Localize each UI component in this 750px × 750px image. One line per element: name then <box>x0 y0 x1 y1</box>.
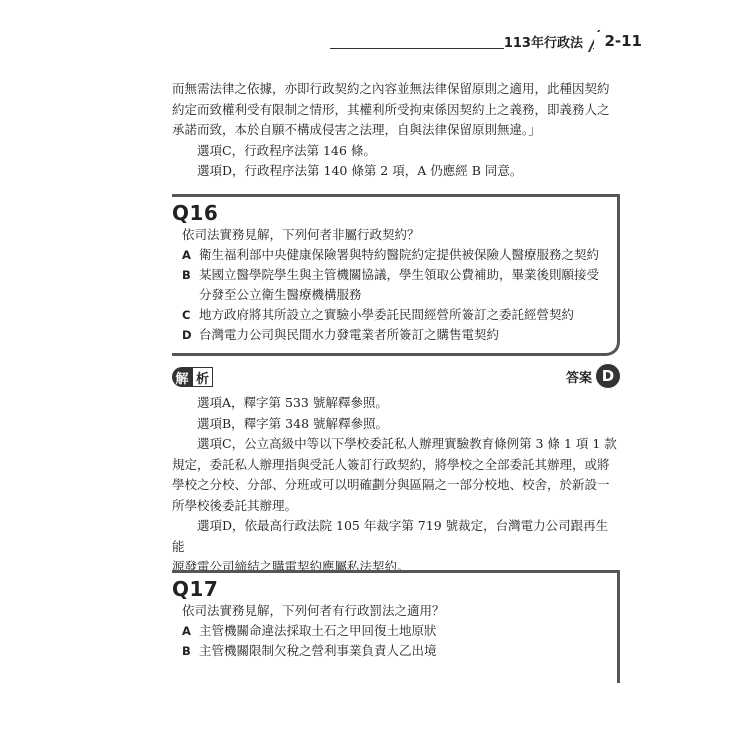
page-number: 2-11 <box>594 32 642 50</box>
analysis-body <box>172 393 617 578</box>
analysis-line: 選項B，釋字第 348 號解釋參照。 <box>197 415 388 431</box>
answer-indicator <box>566 364 620 388</box>
question-16-stem: 依司法實務見解，下列何者非屬行政契約？ <box>182 227 420 242</box>
analysis-line: 源發電公司締結之購電契約應屬私法契約。 <box>172 559 410 574</box>
analysis-label-xi: 析 <box>192 367 213 387</box>
intro-paragraph <box>172 79 617 182</box>
question-16-option-d <box>182 325 617 345</box>
option-text-line: 某國立醫學院學生與主管機關協議，學生領取公費補助，畢業後則願接受 <box>199 267 600 282</box>
option-letter: B <box>182 644 191 658</box>
option-text: 台灣電力公司與民間水力發電業者所簽訂之購售電契約 <box>199 327 500 342</box>
analysis-heading <box>172 367 213 387</box>
analysis-line: 選項C，公立高級中等以下學校委託私人辦理實驗教育條例第 3 條 1 項 1 款 <box>197 436 617 451</box>
question-16-box <box>172 194 620 356</box>
intro-option-d: 選項D，行政程序法第 140 條第 2 項，A 仍應經 B 同意。 <box>197 163 523 178</box>
analysis-line: 所學校後委託其辦理。 <box>172 497 298 513</box>
intro-line: 而無需法律之依據，亦即行政契約之內容並無法律保留原則之適用，此種因契約 <box>172 81 610 96</box>
question-17-box <box>172 570 620 683</box>
question-16-label: Q16 <box>172 201 219 225</box>
option-text: 衛生福利部中央健康保險署與特約醫院約定提供被保險人醫療服務之契約 <box>199 247 600 262</box>
option-letter: C <box>182 308 191 322</box>
option-letter: A <box>182 248 191 262</box>
answer-label: 答案 <box>565 370 592 386</box>
running-header <box>504 28 642 54</box>
option-letter: B <box>182 268 191 282</box>
option-letter: A <box>182 624 191 638</box>
intro-option-c: 選項C，行政程序法第 146 條。 <box>197 142 376 158</box>
analysis-label-jie: 解 <box>172 367 192 387</box>
intro-line: 承諾而致，本於自願不構成侵害之法理，自與法律保留原則無違。」 <box>172 122 541 137</box>
question-17-option-b <box>182 641 617 661</box>
intro-line: 約定而致權利受有限制之情形，其權利所受拘束係因契約上之義務，即義務人之 <box>172 101 610 117</box>
question-16-option-c <box>182 305 617 325</box>
option-text: 主管機關命違法採取土石之甲回復土地原狀 <box>199 623 437 638</box>
question-16-option-b <box>182 265 617 305</box>
analysis-line: 選項A，釋字第 533 號解釋參照。 <box>197 395 388 410</box>
option-text: 地方政府將其所設立之實驗小學委託民間經營所簽訂之委託經營契約 <box>199 307 575 322</box>
analysis-line: 選項D，依最高行政法院 105 年裁字第 719 號裁定，台灣電力公司跟再生能 <box>172 518 609 554</box>
answer-badge: D <box>596 364 620 388</box>
option-letter: D <box>182 328 192 342</box>
question-17-label: Q17 <box>172 577 219 601</box>
option-text: 主管機關限制欠稅之營利事業負責人乙出境 <box>199 643 437 658</box>
analysis-line: 學校之分校、分部、分班或可以明確劃分與區隔之一部分校地、校舍，於新設一 <box>172 477 610 492</box>
analysis-line: 規定，委託私人辦理指與受託人簽訂行政契約，將學校之全部委託其辦理，或將 <box>172 456 610 472</box>
question-17-option-a <box>182 621 617 641</box>
option-text <box>199 265 617 305</box>
option-text-line: 分發至公立衛生醫療機構服務 <box>199 287 362 302</box>
question-16-option-a <box>182 245 617 265</box>
book-title: 113年行政法 <box>504 32 593 51</box>
question-17-stem: 依司法實務見解，下列何者有行政罰法之適用？ <box>182 603 445 618</box>
